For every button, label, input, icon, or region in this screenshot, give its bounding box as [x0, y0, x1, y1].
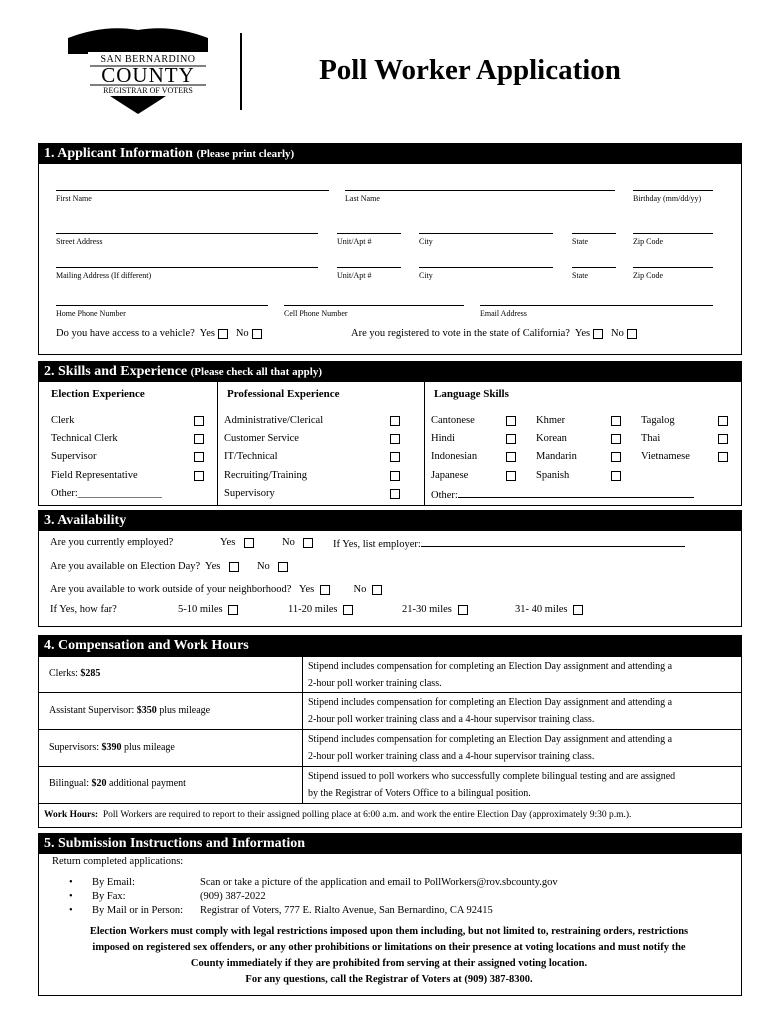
logo-line-1: SAN BERNARDINO [100, 54, 196, 65]
comp-row-supervisors [39, 729, 741, 766]
comp-role-suffix: plus mileage [121, 742, 175, 753]
lang-japanese: Japanese [431, 470, 469, 481]
indonesian-checkbox[interactable] [506, 452, 516, 462]
disclaimer-line-1: Election Workers must comply with legal restrictions imposed upon them including, but not limited to, restraining orders, restrictions [89, 926, 689, 937]
spanish-checkbox[interactable] [611, 471, 621, 481]
outside-question-text: Are you available to work outside of your neighborhood? [50, 584, 292, 595]
comp-divider [302, 767, 303, 804]
election-day-yes-checkbox[interactable] [229, 562, 239, 572]
registered-no-label: No [611, 328, 624, 339]
work-hours-row [39, 803, 741, 828]
registered-question-text: Are you registered to vote in the state of California? [351, 328, 570, 339]
section-1-header [39, 144, 741, 164]
comp-desc-supervisors [308, 731, 738, 765]
prof-item-admin: Administrative/Clerical [224, 415, 324, 426]
election-item-clerk: Clerk [51, 415, 75, 426]
professional-experience-column [217, 382, 424, 506]
page-title: Poll Worker Application [319, 54, 621, 86]
election-day-question-text: Are you available on Election Day? [50, 561, 201, 572]
election-day-no-checkbox[interactable] [278, 562, 288, 572]
mailing-address-field[interactable]: Mailing Address (If different) [56, 267, 318, 280]
lang-mandarin: Mandarin [536, 451, 577, 462]
disclaimer-line-2: imposed on registered sex offenders, or any other prohibitions or limitations on their presence at voting locations and must notify the [92, 942, 686, 953]
comp-desc-asst-supervisor [308, 694, 738, 728]
range-21-30-label: 21-30 miles [402, 604, 452, 615]
language-skills-column [424, 382, 741, 506]
vehicle-question-text: Do you have access to a vehicle? [56, 328, 195, 339]
city-field[interactable]: City [419, 233, 553, 246]
section-compensation [38, 635, 742, 828]
supervisory-checkbox[interactable] [390, 489, 400, 499]
comp-desc-clerks [308, 658, 738, 692]
bullet-fax: • [69, 891, 73, 902]
field-rep-checkbox[interactable] [194, 471, 204, 481]
registered-no-checkbox[interactable] [627, 329, 637, 339]
section-3-header: 3. Availability [39, 511, 741, 531]
range-11-20-checkbox[interactable] [343, 605, 353, 615]
election-item-field-rep: Field Representative [51, 470, 138, 481]
registered-question [351, 328, 637, 339]
range-5-10 [178, 604, 238, 615]
comp-amount: $390 [101, 742, 122, 753]
range-11-20 [288, 604, 353, 615]
it-checkbox[interactable] [390, 452, 400, 462]
language-other-label: Other: [431, 490, 458, 501]
comp-desc-line-2: 2-hour poll worker training class. [308, 678, 442, 689]
vehicle-question [56, 328, 262, 339]
khmer-checkbox[interactable] [611, 416, 621, 426]
outside-yes-label: Yes [298, 584, 315, 595]
language-skills-header: Language Skills [434, 388, 509, 400]
employed-yes-label: Yes [220, 537, 236, 548]
comp-role-asst-supervisor [49, 705, 210, 716]
comp-role-text: Bilingual: [49, 778, 92, 789]
method-email-value[interactable]: Scan or take a picture of the application and email to PollWorkers@rov.sbcounty.gov [200, 877, 558, 888]
bullet-mail: • [69, 905, 73, 916]
language-other [431, 488, 694, 501]
comp-role-clerks [49, 668, 100, 679]
lang-thai: Thai [641, 433, 661, 444]
recruiting-checkbox[interactable] [390, 471, 400, 481]
lang-khmer: Khmer [536, 415, 566, 426]
election-day-question [50, 561, 288, 572]
how-far-label: If Yes, how far? [50, 604, 117, 615]
employer-field[interactable] [421, 537, 685, 547]
prof-item-supervisory: Supervisory [224, 488, 275, 499]
first-name-field[interactable]: First Name [56, 190, 329, 203]
comp-role-bilingual [49, 778, 186, 789]
prof-item-customer-service: Customer Service [224, 433, 299, 444]
logo-line-3: REGISTRAR OF VOTERS [103, 86, 193, 95]
prof-item-it: IT/Technical [224, 451, 278, 462]
work-hours [44, 810, 631, 820]
mailing-city-field[interactable]: City [419, 267, 553, 280]
work-hours-text: Poll Workers are required to report to their assigned polling place at 6:00 a.m. and work the entire Election Day (approximately 9:30 p.m.). [102, 810, 632, 820]
range-5-10-checkbox[interactable] [228, 605, 238, 615]
comp-amount: $285 [80, 668, 101, 679]
header-divider [240, 33, 242, 110]
range-31-40-checkbox[interactable] [573, 605, 583, 615]
election-experience-header: Election Experience [51, 388, 145, 400]
election-experience-column [39, 382, 217, 506]
election-item-supervisor: Supervisor [51, 451, 97, 462]
mandarin-checkbox[interactable] [611, 452, 621, 462]
thai-checkbox[interactable] [718, 434, 728, 444]
employer-label: If Yes, list employer: [333, 539, 421, 550]
range-31-40 [515, 604, 583, 615]
lang-vietnamese: Vietnamese [641, 451, 690, 462]
vehicle-yes-label: Yes [199, 328, 215, 339]
questions-contact: For any questions, call the Registrar of Voters at (909) 387-8300. [245, 974, 533, 985]
vehicle-no-checkbox[interactable] [252, 329, 262, 339]
lang-hindi: Hindi [431, 433, 455, 444]
mailing-zip-field[interactable]: Zip Code [633, 267, 713, 280]
registered-yes-label: Yes [574, 328, 591, 339]
tagalog-checkbox[interactable] [718, 416, 728, 426]
cantonese-checkbox[interactable] [506, 416, 516, 426]
range-5-10-label: 5-10 miles [178, 604, 223, 615]
prof-item-recruiting: Recruiting/Training [224, 470, 308, 481]
employer-row [333, 537, 685, 550]
home-phone-field[interactable]: Home Phone Number [56, 305, 268, 318]
comp-desc-line-2: by the Registrar of Voters Office to a bilingual position. [308, 788, 531, 799]
supervisor-checkbox[interactable] [194, 452, 204, 462]
logo-line-2: COUNTY [101, 63, 195, 87]
method-fax-value: (909) 387-2022 [200, 891, 266, 902]
method-mail-label: By Mail or in Person: [92, 905, 183, 916]
election-day-no-label: No [256, 561, 270, 572]
technical-clerk-checkbox[interactable] [194, 434, 204, 444]
election-day-yes-label: Yes [205, 561, 221, 572]
comp-row-asst-supervisor [39, 692, 741, 729]
email-field[interactable]: Email Address [480, 305, 713, 318]
employed-yes-checkbox[interactable] [244, 538, 254, 548]
clerk-checkbox[interactable] [194, 416, 204, 426]
section-5-header: 5. Submission Instructions and Information [39, 834, 741, 854]
range-21-30 [402, 604, 468, 615]
outside-no-checkbox[interactable] [372, 585, 382, 595]
registered-yes-checkbox[interactable] [593, 329, 603, 339]
lang-spanish: Spanish [536, 470, 570, 481]
section-2-header [39, 362, 741, 382]
comp-divider [302, 730, 303, 767]
lang-cantonese: Cantonese [431, 415, 475, 426]
bullet-email: • [69, 877, 73, 888]
range-11-20-label: 11-20 miles [288, 604, 338, 615]
employed-yes [220, 537, 254, 548]
lang-tagalog: Tagalog [641, 415, 675, 426]
section-1-subtitle: (Please print clearly) [196, 148, 295, 160]
last-name-field[interactable]: Last Name [345, 190, 615, 203]
korean-checkbox[interactable] [611, 434, 621, 444]
comp-role-supervisors [49, 742, 175, 753]
mailing-unit-field[interactable]: Unit/Apt # [337, 267, 401, 280]
comp-role-text: Assistant Supervisor: [49, 705, 137, 716]
comp-role-text: Clerks: [49, 668, 81, 679]
comp-row-clerks [39, 656, 741, 692]
method-fax-label: By Fax: [92, 891, 126, 902]
election-item-technical-clerk: Technical Clerk [51, 433, 118, 444]
comp-desc-line-1: Stipend includes compensation for completing an Election Day assignment and attending a [308, 734, 673, 745]
employed-no [282, 537, 313, 548]
section-submission [38, 833, 742, 996]
range-31-40-label: 31- 40 miles [515, 604, 568, 615]
birthday-field[interactable]: Birthday (mm/dd/yy) [633, 190, 713, 203]
customer-service-checkbox[interactable] [390, 434, 400, 444]
vietnamese-checkbox[interactable] [718, 452, 728, 462]
street-address-field[interactable]: Street Address [56, 233, 318, 246]
work-hours-label: Work Hours: [44, 810, 99, 820]
comp-row-bilingual [39, 766, 741, 803]
mailing-state-field[interactable]: State [572, 267, 616, 280]
comp-desc-line-1: Stipend issued to poll workers who successfully complete bilingual testing and are assigned [308, 771, 676, 782]
county-logo [64, 22, 212, 122]
outside-yes-checkbox[interactable] [320, 585, 330, 595]
admin-checkbox[interactable] [390, 416, 400, 426]
cell-phone-field[interactable]: Cell Phone Number [284, 305, 464, 318]
section-1-title: 1. Applicant Information [44, 146, 193, 161]
comp-role-text: Supervisors: [49, 742, 102, 753]
state-field[interactable]: State [572, 233, 616, 246]
comp-divider [302, 693, 303, 730]
comp-desc-line-2: 2-hour poll worker training class and a 4-hour supervisor training class. [308, 751, 595, 762]
language-other-field[interactable] [458, 488, 694, 498]
comp-desc-line-1: Stipend includes compensation for completing an Election Day assignment and attending a [308, 661, 673, 672]
comp-desc-bilingual [308, 768, 738, 802]
comp-desc-line-2: 2-hour poll worker training class and a 4-hour supervisor training class. [308, 714, 595, 725]
vehicle-no-label: No [235, 328, 249, 339]
skills-grid [39, 382, 741, 506]
comp-amount: $20 [91, 778, 107, 789]
outside-question [50, 584, 382, 595]
comp-role-suffix: additional payment [106, 778, 186, 789]
section-applicant-info [38, 143, 742, 355]
employed-no-checkbox[interactable] [303, 538, 313, 548]
vehicle-yes-checkbox[interactable] [218, 329, 228, 339]
method-email-label: By Email: [92, 877, 135, 888]
employed-question: Are you currently employed? [50, 537, 174, 548]
comp-amount: $350 [136, 705, 157, 716]
unit-field[interactable]: Unit/Apt # [337, 233, 401, 246]
zip-field[interactable]: Zip Code [633, 233, 713, 246]
section-2-title: 2. Skills and Experience [44, 364, 188, 379]
method-mail-value: Registrar of Voters, 777 E. Rialto Avenue, San Bernardino, CA 92415 [200, 905, 493, 916]
disclaimer-line-3: County immediately if they are prohibited from serving at their assigned voting location. [190, 958, 588, 969]
lang-korean: Korean [536, 433, 567, 444]
comp-role-suffix: plus mileage [156, 705, 211, 716]
hindi-checkbox[interactable] [506, 434, 516, 444]
section-4-header: 4. Compensation and Work Hours [39, 636, 741, 656]
japanese-checkbox[interactable] [506, 471, 516, 481]
comp-divider [302, 657, 303, 693]
return-instructions: Return completed applications: [52, 856, 184, 867]
section-skills [38, 361, 742, 506]
comp-desc-line-1: Stipend includes compensation for completing an Election Day assignment and attending a [308, 697, 673, 708]
lang-indonesian: Indonesian [431, 451, 478, 462]
employed-no-label: No [282, 537, 295, 548]
section-2-subtitle: (Please check all that apply) [190, 366, 323, 378]
outside-no-label: No [353, 584, 367, 595]
election-other-field[interactable]: Other:________________ [51, 488, 162, 499]
section-availability [38, 510, 742, 627]
professional-experience-header: Professional Experience [227, 388, 340, 400]
range-21-30-checkbox[interactable] [458, 605, 468, 615]
